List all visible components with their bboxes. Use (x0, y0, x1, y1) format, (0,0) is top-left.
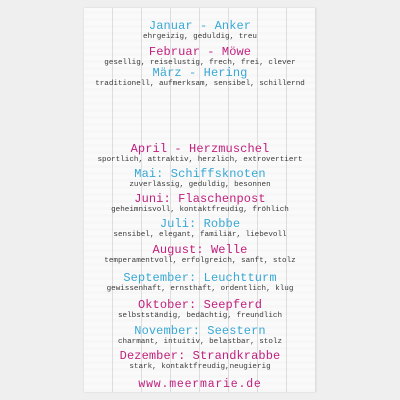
month-entry-februar (84, 46, 316, 68)
month-title: Dezember: Strandkrabbe (119, 349, 281, 363)
month-title: Juli: Robbe (159, 217, 241, 231)
zodiac-card (84, 8, 316, 392)
month-title: März - Hering (152, 66, 248, 80)
month-traits: geheimnisvoll, kontaktfreudig, fröhlich (111, 206, 289, 214)
website-url[interactable]: www.meermarie.de (138, 378, 262, 391)
month-title: Januar - Anker (148, 19, 252, 33)
month-entry-august (84, 244, 316, 266)
month-entry-januar (84, 20, 316, 42)
month-traits: sportlich, attraktiv, herzlich, extrovertiert (97, 156, 303, 164)
month-traits: traditionell, aufmerksam, sensibel, schillernd (95, 80, 305, 88)
month-entry-september (84, 272, 316, 294)
month-entry-juni (84, 193, 316, 215)
month-traits: temperamentvoll, erfolgreich, sanft, stolz (104, 257, 296, 265)
month-title: Februar - Möwe (148, 45, 252, 59)
month-entry-mai (84, 168, 316, 190)
month-traits: ehrgeizig, geduldig, treu (143, 33, 257, 41)
month-traits: stark, kontaktfreudig,neugierig (129, 363, 271, 371)
month-title: April - Herzmuschel (130, 142, 270, 156)
month-entry-maerz (84, 67, 316, 89)
month-traits: charmant, intuitiv, belastbar, stolz (117, 338, 283, 346)
month-traits: gewissenhaft, ernsthaft, ordentlich, klug (106, 285, 294, 293)
month-title: November: Seestern (134, 324, 266, 338)
month-title: Juni: Flaschenpost (134, 192, 266, 206)
month-entry-juli (84, 218, 316, 240)
month-title: August: Welle (152, 243, 248, 257)
month-traits: selbstständig, bedächtig, freundlich (117, 312, 283, 320)
month-entry-april (84, 143, 316, 165)
month-traits: sensibel, elegant, familiär, liebevoll (113, 231, 287, 239)
month-entry-dezember (84, 350, 316, 372)
month-entry-oktober (84, 299, 316, 321)
month-traits: gesellig, reiselustig, frech, frei, clever (104, 59, 296, 67)
month-entry-november (84, 325, 316, 347)
month-title: Mai: Schiffsknoten (134, 167, 266, 181)
month-title: September: Leuchtturm (123, 271, 277, 285)
month-traits: zuverlässig, geduldig, besonnen (129, 181, 271, 189)
month-title: Oktober: Seepferd (137, 298, 263, 312)
